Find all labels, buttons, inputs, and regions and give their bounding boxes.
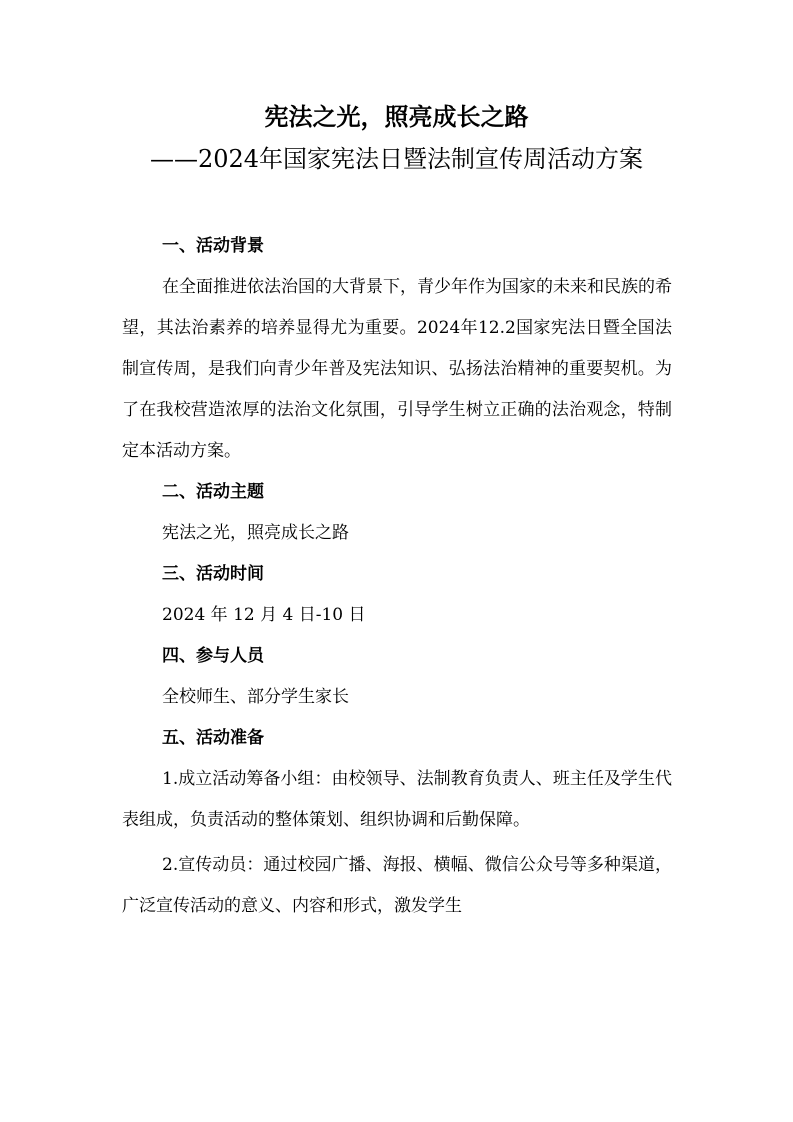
section-heading-theme: 二、活动主题 [162,482,264,502]
participants-text: 全校师生、部分学生家长 [162,687,349,707]
preparation-item [122,845,672,927]
preparation-item-label: 1.成立活动筹备小组： [162,769,332,789]
preparation-item-text: 通过校园广播、海报、横幅、微信公众号等多种渠道，广泛宣传活动的意义、内容和形式，激发学生 [122,855,672,916]
section-heading-preparation: 五、活动准备 [162,728,264,748]
section-heading-participants: 四、参与人员 [162,646,264,666]
document-title: 宪法之光，照亮成长之路 [264,103,529,131]
section-heading-time: 三、活动时间 [162,564,264,584]
theme-text: 宪法之光，照亮成长之路 [162,523,349,543]
time-text: 2024 年 12 月 4 日-10 日 [162,605,366,625]
preparation-item [122,759,672,841]
preparation-item-text: 由校领导、法制教育负责人、班主任及学生代表组成，负责活动的整体策划、组织协调和后勤保障。 [122,769,672,830]
document-subtitle: ——2024年国家宪法日暨法制宣传周活动方案 [149,145,644,173]
background-paragraph: 在全面推进依法治国的大背景下，青少年作为国家的未来和民族的希望，其法治素养的培养显得尤为重要。2024年12.2国家宪法日暨全国法制宣传周，是我们向青少年普及宪法知识、弘扬法治精神的重要契机。为了在我校营造浓厚的法治文化氛围，引导学生树立正确的法治观念，特制定本活动方案。 [122,277,672,461]
preparation-item-label: 2.宣传动员： [162,855,264,875]
document-body [122,226,672,931]
section-heading-background: 一、活动背景 [162,236,264,256]
